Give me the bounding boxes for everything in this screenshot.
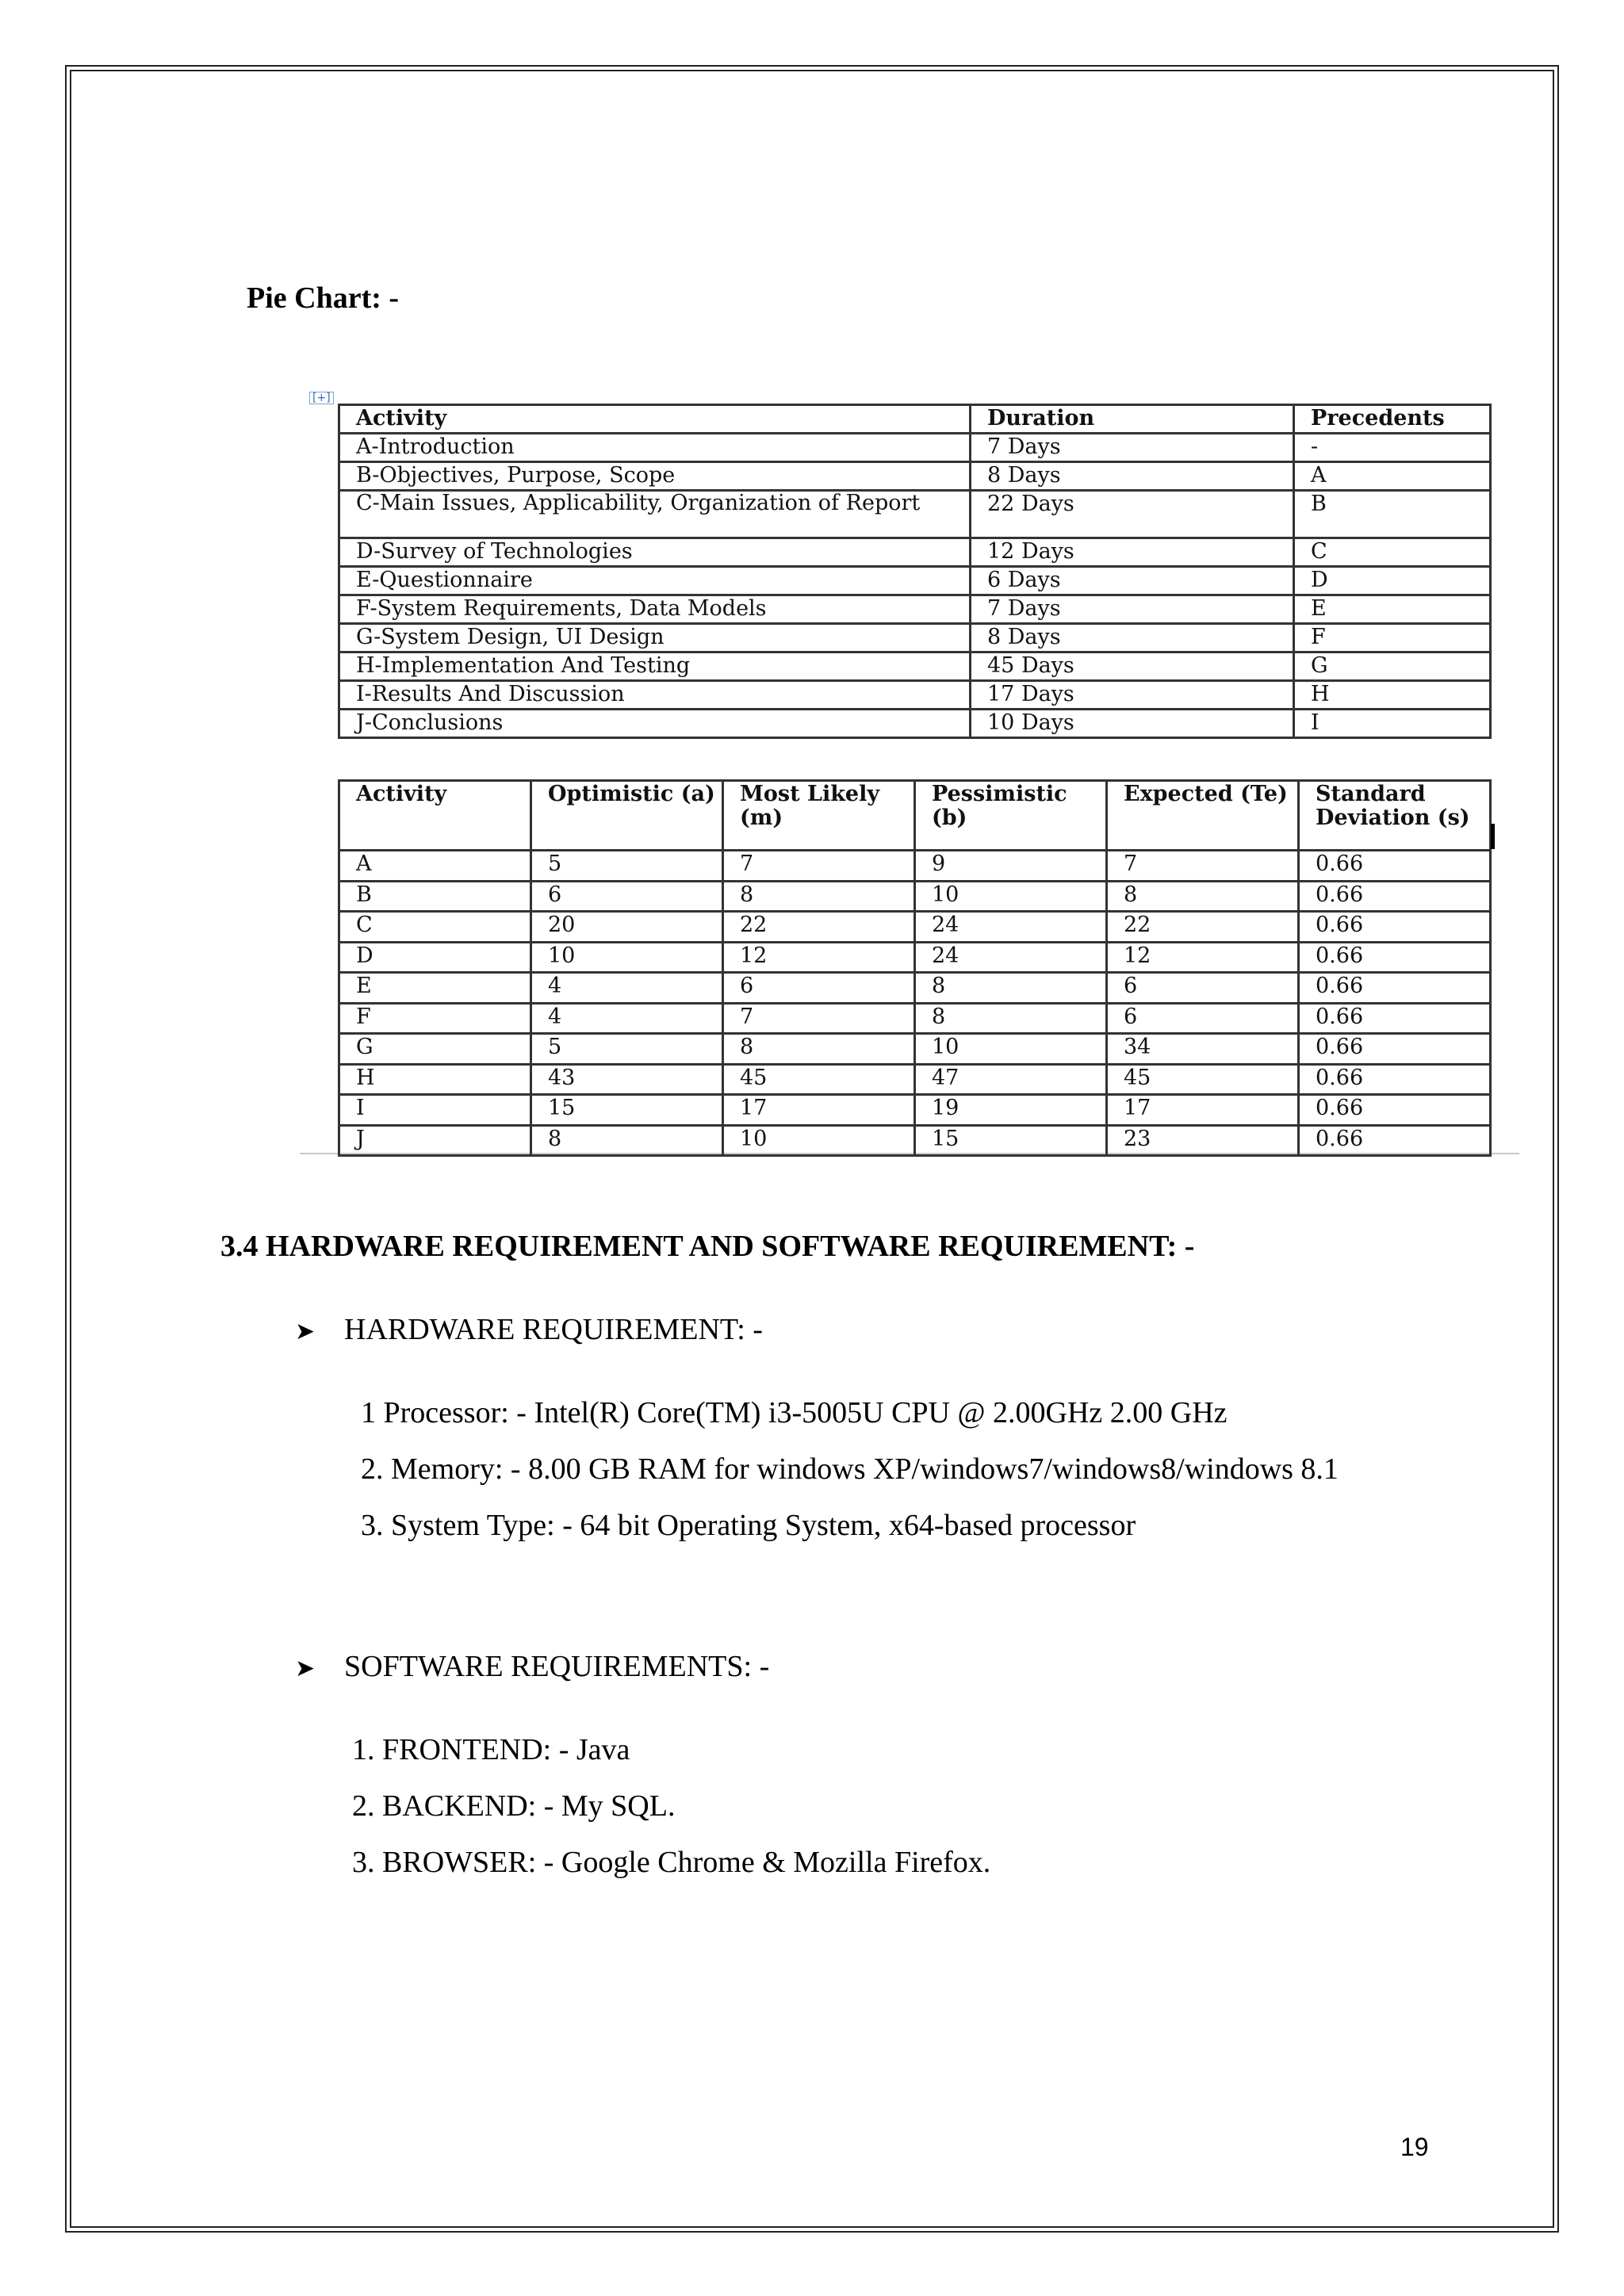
table-cell: 6 [1107, 1003, 1299, 1034]
table-cell: 0.66 [1299, 851, 1491, 882]
text-cursor [1491, 824, 1495, 849]
table-cell: 10 [723, 1125, 915, 1156]
table-row [339, 462, 1491, 491]
table-row [339, 973, 1491, 1004]
table-cell: 7 Days [971, 434, 1294, 462]
table-cell: 22 Days [971, 491, 1294, 538]
table-cell: J [339, 1125, 531, 1156]
table-move-handle-icon[interactable]: [+] [309, 392, 334, 404]
table-cell: C [339, 912, 531, 943]
table-cell: 12 [1107, 942, 1299, 973]
table-cell: B-Objectives, Purpose, Scope [339, 462, 971, 491]
hardware-item-memory: 2. Memory: - 8.00 GB RAM for windows XP/windows7/windows8/windows 8.1 [361, 1452, 1339, 1486]
table-cell: D-Survey of Technologies [339, 538, 971, 567]
table-cell: 8 [723, 1034, 915, 1065]
column-header-duration: Duration [971, 405, 1294, 434]
table-cell: 10 [915, 1034, 1107, 1065]
column-header-precedents: Precedents [1294, 405, 1491, 434]
table-cell: 0.66 [1299, 881, 1491, 912]
table-cell: I-Results And Discussion [339, 681, 971, 710]
table-cell: 45 [723, 1064, 915, 1095]
table-cell: 8 [1107, 881, 1299, 912]
table-row [339, 652, 1491, 681]
table-cell: 8 Days [971, 462, 1294, 491]
table-cell: 5 [531, 851, 723, 882]
table-cell: 17 [723, 1095, 915, 1126]
table-cell: 0.66 [1299, 942, 1491, 973]
table-cell: 22 [723, 912, 915, 943]
table-cell: 7 [723, 851, 915, 882]
pie-chart-heading: Pie Chart: - [247, 281, 400, 315]
hardware-item-system-type: 3. System Type: - 64 bit Operating System, x64-based processor [361, 1509, 1136, 1542]
table-cell: D [339, 942, 531, 973]
table-cell: 9 [915, 851, 1107, 882]
table-cell: 47 [915, 1064, 1107, 1095]
table-cell: G [339, 1034, 531, 1065]
table-cell: I [1294, 710, 1491, 738]
hardware-heading [295, 1312, 763, 1347]
table-cell: G-System Design, UI Design [339, 624, 971, 652]
hardware-item-processor: 1 Processor: - Intel(R) Core(TM) i3-5005U CPU @ 2.00GHz 2.00 GHz [361, 1396, 1228, 1429]
table-cell: B [339, 881, 531, 912]
table-cell: 45 [1107, 1064, 1299, 1095]
table-cell: 15 [531, 1095, 723, 1126]
table-cell: D [1294, 567, 1491, 595]
table-cell: 0.66 [1299, 1095, 1491, 1126]
table-cell: 10 [915, 881, 1107, 912]
table-cell: 7 [723, 1003, 915, 1034]
software-item-backend: 2. BACKEND: - My SQL. [352, 1789, 676, 1823]
table-row [339, 538, 1491, 567]
table-cell: 0.66 [1299, 1064, 1491, 1095]
software-item-browser: 3. BROWSER: - Google Chrome & Mozilla Firefox. [352, 1846, 991, 1879]
table-row [339, 942, 1491, 973]
table-cell: 8 [915, 973, 1107, 1004]
table-cell: 8 [915, 1003, 1107, 1034]
table-cell: 6 [723, 973, 915, 1004]
table-cell: 0.66 [1299, 1003, 1491, 1034]
table-cell: E-Questionnaire [339, 567, 971, 595]
table-cell: 17 Days [971, 681, 1294, 710]
table-cell: A [1294, 462, 1491, 491]
hardware-heading-label: HARDWARE REQUIREMENT: - [344, 1313, 763, 1346]
table-row [339, 881, 1491, 912]
table-cell: F [339, 1003, 531, 1034]
table-cell: 6 [531, 881, 723, 912]
table-cell: 23 [1107, 1125, 1299, 1156]
table-row [339, 567, 1491, 595]
table-cell: H-Implementation And Testing [339, 652, 971, 681]
table-row [339, 1125, 1491, 1156]
table-cell: C [1294, 538, 1491, 567]
table-cell: 0.66 [1299, 973, 1491, 1004]
page-number: 19 [1400, 2133, 1429, 2161]
table-cell: 6 Days [971, 567, 1294, 595]
table-row [339, 912, 1491, 943]
table-cell: - [1294, 434, 1491, 462]
table-cell: 10 [531, 942, 723, 973]
table-cell: 12 [723, 942, 915, 973]
table-cell: H [1294, 681, 1491, 710]
table-row [339, 1034, 1491, 1065]
arrow-bullet-icon: ➤ [295, 1318, 316, 1345]
table-cell: F-System Requirements, Data Models [339, 595, 971, 624]
table-cell: 17 [1107, 1095, 1299, 1126]
table-row [339, 681, 1491, 710]
column-header-pessimistic: Pessimistic (b) [915, 781, 1107, 851]
table-cell: 8 Days [971, 624, 1294, 652]
table-row [339, 624, 1491, 652]
table-cell: 7 Days [971, 595, 1294, 624]
table-cell: F [1294, 624, 1491, 652]
table-cell: 43 [531, 1064, 723, 1095]
table-row [339, 595, 1491, 624]
arrow-bullet-icon: ➤ [295, 1655, 316, 1682]
table-row [339, 434, 1491, 462]
software-item-frontend: 1. FRONTEND: - Java [352, 1733, 630, 1766]
column-header-optimistic: Optimistic (a) [531, 781, 723, 851]
column-header-standard-deviation: Standard Deviation (s) [1299, 781, 1491, 851]
table-cell: 0.66 [1299, 1125, 1491, 1156]
table-row [339, 1003, 1491, 1034]
table-cell: J-Conclusions [339, 710, 971, 738]
table-cell: E [1294, 595, 1491, 624]
table-cell: G [1294, 652, 1491, 681]
table-cell: 10 Days [971, 710, 1294, 738]
table-cell: 8 [723, 881, 915, 912]
table-row [339, 491, 1491, 538]
activity-duration-table [338, 404, 1492, 739]
table-cell: 12 Days [971, 538, 1294, 567]
table-cell: 0.66 [1299, 1034, 1491, 1065]
table-cell: E [339, 973, 531, 1004]
table-cell: B [1294, 491, 1491, 538]
table-cell: 4 [531, 973, 723, 1004]
table-cell: 6 [1107, 973, 1299, 1004]
column-header-most-likely: Most Likely (m) [723, 781, 915, 851]
table-cell: A-Introduction [339, 434, 971, 462]
table-cell: I [339, 1095, 531, 1126]
table-cell: 7 [1107, 851, 1299, 882]
table-cell: 8 [531, 1125, 723, 1156]
table-cell: 34 [1107, 1034, 1299, 1065]
table-cell: H [339, 1064, 531, 1095]
table-header-row [339, 405, 1491, 434]
table-cell: 24 [915, 942, 1107, 973]
table-cell: 24 [915, 912, 1107, 943]
table-cell: 20 [531, 912, 723, 943]
table-cell: 22 [1107, 912, 1299, 943]
table-header-row [339, 781, 1491, 851]
column-header-activity: Activity [339, 781, 531, 851]
table-cell: 0.66 [1299, 912, 1491, 943]
table-row [339, 851, 1491, 882]
table-cell: 4 [531, 1003, 723, 1034]
software-heading-label: SOFTWARE REQUIREMENTS: - [344, 1650, 770, 1683]
table-cell: 15 [915, 1125, 1107, 1156]
table-cell: 45 Days [971, 652, 1294, 681]
column-header-activity: Activity [339, 405, 971, 434]
table-row [339, 1064, 1491, 1095]
table-row [339, 710, 1491, 738]
software-heading [295, 1649, 769, 1684]
pert-estimate-table [338, 779, 1492, 1157]
table-cell: 19 [915, 1095, 1107, 1126]
table-cell: A [339, 851, 531, 882]
table-row [339, 1095, 1491, 1126]
section-heading: 3.4 HARDWARE REQUIREMENT AND SOFTWARE REQUIREMENT: - [220, 1230, 1195, 1263]
column-header-expected: Expected (Te) [1107, 781, 1299, 851]
table-cell: 5 [531, 1034, 723, 1065]
table-cell: C-Main Issues, Applicability, Organization of Report [339, 491, 971, 538]
